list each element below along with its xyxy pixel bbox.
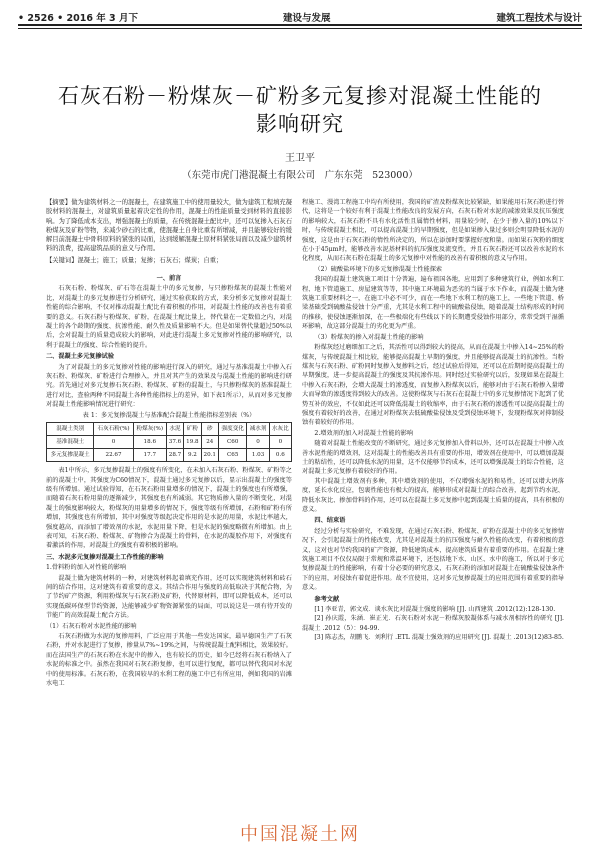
- reference-item: [1] 李亚青，郭文成．谈水灰比对混凝土强度的影响 [J]. 山西建筑 .2012(12):128-130.: [314, 606, 556, 614]
- table-cell: 0: [247, 436, 269, 449]
- table-cell: 18.6: [133, 436, 166, 449]
- table-cell: C65: [218, 449, 247, 462]
- paragraph-synergist: 随着对混凝土性能改变的不断研究，通过多元复掺加入骨料以外，还可以在混凝土中掺入改善水泥性能的增效剂，这对混凝土的性能改善具有重要的作用，增效剂在使用中，可以增加混凝土的粘结性，还可以降低水泥的用量，这不仅能够节约成本，还可以增强混凝土的综合性能，这对混凝土多元复掺有着较好的作用。: [302, 440, 564, 476]
- table-cell: 0: [269, 436, 291, 449]
- paper-title: [20, 82, 580, 138]
- section-title-conclusion: 四、结束语: [314, 517, 346, 525]
- data-table: [46, 422, 292, 462]
- abstract-block: [46, 198, 292, 265]
- header-section: 建设与发展: [283, 13, 331, 24]
- paragraph-flyash: 粉煤灰经过磨细加工之后，其活性可以得到较大的提高，从而在混凝土中掺入14~25%的粉煤灰，与传统混凝土相比较，能够提高混凝土早期的强度，并且能够提高混凝土的抗渗性。当粉煤灰与石灰石粉、矿粉同时复掺入复掺料之后，经过试验后得知，还可以在后期时提高混凝土的早期强度，进一步提高混凝土的强度及其抗渗作用。同时经过实验研究以后，发现如果在混凝土中掺入石灰石粉，会增大混凝土的渗透度，而复掺入粉煤灰以后，能够对由于石灰石粉掺入量增大而导致的渗透度得到较大的改善。这使粉煤灰与石灰石在混凝土中的多元复掺情况下起到了优势互补的效应，不仅如此还可以降低混凝土的收缩率，由于石灰石粉的渗透性可以提高混凝土的强度有着较好的改善，在通过对粉煤灰去低硫酸盐侵蚀及受到侵蚀环境下，发现粉煤灰对抑制侵蚀有着较好的作用。: [302, 344, 564, 427]
- paragraph-synergist-2: 其中混凝土增效剂有多种，其中增效剂的使用，不仅增强水泥的和易性，还可以增大坍落度，延长水化反应，包裹性能也有极大的提高，能够形成对混凝土的综合改善，起到节约水泥、降低水灰比、掺加骨料的作用，还可以在混凝土多元复掺中起到混凝土质量的提高，具有积极的意义。: [302, 477, 564, 513]
- table-cell: 0: [94, 436, 133, 449]
- section-title-experiment: 二、混凝土多元复掺试验: [46, 353, 115, 361]
- table-cell: 24: [201, 436, 218, 449]
- table-cell: 37.6: [166, 436, 183, 449]
- watermark: 中国混凝土网: [240, 824, 360, 845]
- table-cell: C60: [218, 436, 247, 449]
- table-cell: 17.7: [133, 449, 166, 462]
- table-header-cell: 粉煤灰(%): [133, 423, 166, 436]
- table-header-cell: 矿粉: [184, 423, 201, 436]
- paragraph-sulfate: 我国的混凝土建筑施工项目十分普遍，遍布祖国各地，应用到了多种建筑行业，例如水利工程、地下管道施工、房屋建筑等等，其中施工环境最为恶劣的当属于水下作业，而混凝土做为建筑施工重要材料之一，在施工中必不可少，而在一些地下水利工程的施工上，一些地下管道、桥梁基础受到硫酸盐侵蚀十分严重，尤其是水利工程中的硫酸盐侵蚀，随着混凝土结构形成的时间的推移，使侵蚀逐渐加深，在一些极端化有些线以下的长期遭受侵蚀作用部分，常常受到干湿循环影响，故这部分混凝土的劣化更为严重。: [302, 276, 564, 331]
- table-header-cell: 砂: [201, 423, 218, 436]
- table-caption: 表 1：多元复掺混凝土与基准配合混凝土性能指标差别表（%）: [82, 411, 256, 419]
- table-cell: 9.2: [184, 449, 201, 462]
- paragraph-limestone-cont: 程施工、漫湾工程施工中均有所使用，我国的矿渣及粉煤灰比较紧缺，如果能用石灰石粉进行替代，这将是一个较好有利于混凝土性能改良的发展方向，石灰石粉对水泥的减渗效果及抗压强度的影响较大，石灰石粉不具有水化活性且属惰性材料，用量较少时，在少于掺入量的10%以下时，与传统混凝土相比，可以提高混凝土的早期强度，但是如果掺入量过多则会明显降低水泥的强度，这是由于石灰石粉的惰性所决定的，所以在添加时要掌握好度和量。而如果石灰粉的细度在小于45μm时，能够改善水泥基材料的抗压强度及流变性，并且石灰石粉还可以改善水泥的水化程度，从而石灰石粉在混凝土的多元复掺中对性能的改善有着积极的意义与作用。: [302, 199, 564, 263]
- subsection-title-sulfate: （2）硫酸盐环境下的多元复掺混凝土性能探索: [314, 265, 443, 273]
- table-cell: 22.67: [94, 449, 133, 462]
- left-column: [46, 272, 292, 688]
- paragraph-aggregate: 混凝土做为建筑材料的一种，对建筑材料起着填充作用，还可以实现建筑材料和砖石间的结合作用，这对建筑有着重要的意义。其结合作用与强度的高低取决于其配合物，为了节约矿产资源，利用粉煤灰与石灰石粉及矿粉，代替原材料，即可以降低成本，还可以实现低碳环保型节约资源，达能够减少矿物资源紧张的局面，可以说这是一项有待开发的节能广的高效混凝土配合方法。: [46, 574, 292, 620]
- reference-item: [3] 陈志杰，胡鹏飞．刘利行 .ETL 混凝土强效剂的应用研究 [J]. 混凝土 .2013(12)83-85.: [314, 634, 564, 642]
- table-header-cell: 石灰石粉(%): [94, 423, 133, 436]
- header-page-date: • 2526 • 2016 年 3 月下: [18, 13, 138, 24]
- table-header-cell: 减水剂: [247, 423, 269, 436]
- title-line-2: 影响研究: [256, 112, 344, 136]
- table-cell: 28.7: [166, 449, 183, 462]
- paragraph-table-analysis: 表1中所示，多元复掺混凝土的强度有所变化，在未加入石灰石粉、粉煤灰、矿粉等之前的混凝土中，其强度为C60情况下，混凝土通过多元复掺以后，显示出混凝土的强度等级有所增加。通过试验得知，在石灰石粉用量增多的情况下，混凝土的强度也有所增强，而随着石灰石粉用量的逐渐减少，其强度也有所减弱。其它物质掺入量的不断变化，对混凝土的强度影响较大，粉煤灰的用量增多的情况下，强度等级有所增加，石粉和矿粉有所增加，其强度也有所增加，其中对强度等级起决定作用的是水泥的用量，水泥比率越大，强度越高，而添加了增效剂的水泥，水泥用量下降，但是水泥的强度略微有所增加。由上表可知，石灰石粉、粉煤灰、矿物掺合为混凝土的骨料，在水泥的凝胶作用下，对强度有着激活的作用，对混凝土的强度有着积极的影响。: [46, 467, 292, 550]
- table-header-cell: 水泥: [166, 423, 183, 436]
- title-line-1: 石灰石粉－粉煤灰－矿粉多元复掺对混凝土性能的: [58, 84, 542, 108]
- table-cell: 20.1: [201, 449, 218, 462]
- affiliation: （东莞市虎门港混凝土有限公司 广东东莞 523000）: [182, 170, 418, 181]
- table-cell: 19.8: [184, 436, 201, 449]
- subsection-title-synergist: 2.增效剂的加入对混凝土性能的影响: [314, 429, 414, 437]
- table-header-cell: 混凝土类别: [47, 423, 94, 436]
- abstract-text: 【摘要】做为建筑材料之一的混凝土，在建筑施工中的使用量较大，做为建筑工程填充凝胶材料的混凝土，对建筑质量起着决定性的作用，混凝土的性能质量受到材料的直接影响。为了降低成本支出，增强混凝土的质量，在传统混凝土配比中，还可以复掺入石灰石粉煤灰及矿粉等物，来减少砂石的比重，使混凝土自身比重有所增减，并且能够较好的缓解目前混凝土中骨料原料的紧张的局面，达到缓解混凝土原材料紧张局面以及减少建筑材料的浪费，提高建筑品质的意义与作用。: [46, 199, 292, 253]
- paragraph-limestone: 石灰石粉做为水泥的复掺用料，广泛应用于其他一些发达国家，最早德国生产了石灰石粉，并对水泥进行了复掺，掺量从7%~19%之间，与传统混凝土配料相比，效果较好。而在法国生产的石灰石粉在水泥中的掺入，也有较长的历史，如今已经将石灰石粉纳入了水泥的标准之中。虽然在我国对石灰石粉复掺，也可以进行复配，都可以替代我国对水泥中的使用标准。石灰石粉，在我国较早的水利工程的施工中已有所应用，例如我国的岩滩水电工: [46, 633, 292, 688]
- header-rule-thin: [18, 28, 582, 29]
- table-cell: 0.6: [269, 449, 291, 462]
- table-header-cell: 强度变化: [218, 423, 247, 436]
- page-header: [18, 6, 582, 24]
- table-cell: 多元复掺混凝土: [47, 449, 94, 462]
- subsection-title-limestone: （1）石灰石粉对水泥性能的影响: [46, 622, 137, 630]
- references-title: 参考文献: [314, 595, 340, 603]
- section-title-workability: 三、水泥多元复掺对混凝土工作性能的影响: [46, 553, 164, 561]
- header-rule: [18, 24, 582, 26]
- keywords: 【关键词】混凝土；施工；质量；复掺；石灰石；煤炭；自重；: [46, 256, 223, 264]
- reference-item: [2] 孙庆霞，朱涵．崔正光．石灰石粉对水泥－粉煤灰胶凝体系与减水剂相容性的研究 [J]. 混凝土 .2012（5）：94-99.: [302, 615, 564, 632]
- table-cell: 1.03: [247, 449, 269, 462]
- right-column: [302, 198, 564, 643]
- table-header-row: [47, 423, 292, 436]
- table-header-cell: 水灰比: [269, 423, 291, 436]
- table-cell: 基准混凝土: [47, 436, 94, 449]
- paragraph-intro: 石灰石粉、粉煤灰、矿石等在混凝土中的多元复掺，与只掺粉煤灰的混凝土性能对比，对混凝土的多元复掺进行分析研究，通过实验获取的方式，来分析多元复掺对混凝土性能的综合影响，不仅对推动混凝土配比有着积极的作用，对混凝土性能的改善也有着重要的意义。石灰石粉与粉煤灰、矿粉，在混凝土配比量上，替代量在一定数值之内，对混凝土的各个龄期的强度、抗渗性能、耐久性及质量影响不大。但是如果替代量超过50%以后，会对混凝土的质量造成较大的影响，对此进行混凝土多元复掺对性能的影响研究，以利于混凝土的强度、综合性能的提升。: [46, 285, 292, 349]
- paragraph-conclusion: 经过分析与实验研究，不难发现，在通过石灰石粉、粉煤灰、矿粉在混凝土中的多元复掺情况下，会引起混凝土的性能改变，尤其是对混凝土的抗压强度与耐久性能的改变，有着积极的意义，这对也对节约我国的矿产资源，降低建筑成本，提高建筑质量有着重要的作用。在混凝土建筑施工项目不仅仅局限于常规和常温环境下，还包括地下水、山区、水中的施工，所以对于多元复掺混凝土的性能影响，有着十分必要的研究意义，石灰石粉的添加对混凝土在硫酸盐侵蚀条件下的应用，对侵蚀有着促进作用。故不宜使用，这对多元复掺混凝土的应用范围有着重要的指导意义。: [302, 527, 564, 592]
- subsection-title-aggregate: 1.骨料粉的加入对性能的影响: [46, 564, 127, 572]
- table-row: [47, 449, 292, 462]
- subsection-title-flyash: （3）粉煤灰的掺入对混凝土性能的影响: [314, 333, 424, 341]
- table-row: [47, 436, 292, 449]
- references: [302, 595, 564, 643]
- header-journal: 建筑工程技术与设计: [496, 13, 582, 24]
- section-title-intro: 一、前言: [156, 275, 182, 282]
- author: 王卫平: [285, 153, 315, 164]
- paragraph-experiment: 为了对混凝土的多元复掺对性能的影响进行深入的研究，通过与基准混凝土中掺入石灰石粉、粉煤灰、矿粉进行合理掺入，并且对其产生的效果及与混凝土性能的影响进行研究。首先通过对多元复掺石灰石粉、粉煤灰、矿粉的混凝土，与只掺粉煤灰的基准混凝土进行对比，查验两种不同混凝土各种性能指标上的差异，如下表1所示），从而对多元复掺对混凝土性能影响情况进行研究：: [46, 363, 292, 409]
